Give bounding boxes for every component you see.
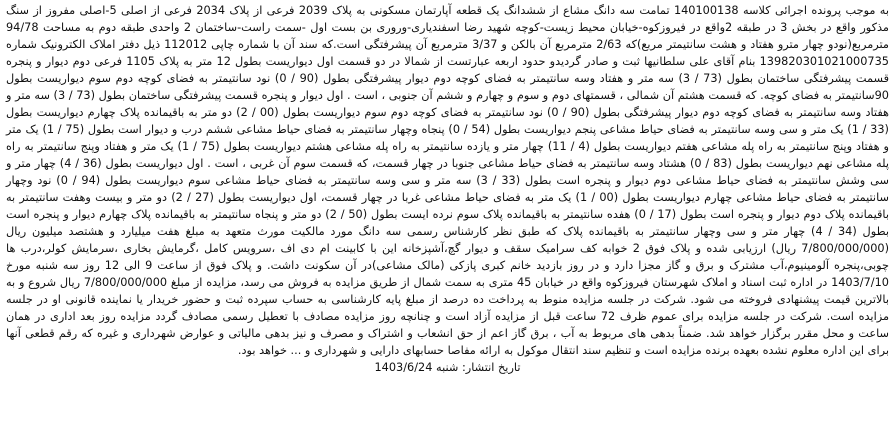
notice-body-text: به موجب پرونده اجرائی کلاسه 140100138 تمامت سه دانگ مشاع از ششدانگ یک قطعه آپارتمان مسکونی به پلاک 2039 فرعی از پلاک 2034 فرعی از اصلی 5-اصلی مفروز از سنگ مذکور واقع در بخش 3 در طبقه 2واقع در فیروزکوه-خیابان محیط زیست-کوچه شهید رضا اسفندیاری-وروری بن بست اول -سمت راست-ساختمان 2 واحدی طبقه دوم به مساحت 94/78 مترمربع(نودو چهار مترو هفتاد و هشت سانتیمتر مربع)که 2/63 مترمربع آن بالکن و 3/37 مترمربع آن پیشرفتگی است.که سند آن با شماره چاپی 112012 ذیل دفتر املاک الکترونیک شماره 139820301021000735 بنام آقای علی سلطانیها ثبت و صادر گردیدو حدود اربعه عبارتست از شمالا در دو قسمت اول دیواریست بطول 12 متر به پلاک 1105 فرعی دوم دیوار و پنجره قسمت پیشرفتگی ساختمان بطول (73 / 3) سه متر و هفتاد وسه سانتیمتر به فضای کوچه دوم دیوار پیشرفتگی بطول (90 / 0) نود سانتیمتر به فضای کوچه دوم سوم دیواریست بطول 90سانتیمتر به فضای کوچه. که قسمت هشتم آن شمالی ، قسمتهای دوم و سوم و چهارم و ششم آن جنوبی ، است . اول دیوار و پنجره قسمت پیشرفتگی ساختمان بطول (73 / 3) سه متر و هفتاد وسه سانتیمتر به فضای کوچه دوم دیوار پیشرفتگی بطول (90 / 0) نود سانتیمتر به فضای کوچه دوم سوم دیواریست بطول (00 / 2) دو متر به باقیمانده پلاک چهارم دیواریست بطول (33 / 1) یک متر و سی وسه سانتیمتر به فضای حیاط مشاعی پنجم دیواریست بطول (54 / 0) پنجاه وچهار سانتیمتر به فضای حیاط مشاعی ششم درب و دیوار است بطول (75 / 1) یک متر و هفتاد وپنج سانتیمتر به راه پله مشاعی هفتم دیواریست بطول (4 / 11) چهار متر و یازده سانتیمتر به راه پله مشاعی هشتم دیواریست بطول (75 / 1) یک متر و هفتاد وپنج سانتیمتر به راه پله مشاعی نهم دیواریست بطول (83 / 0) هشتاد وسه سانتیمتر به فضای حیاط مشاعی جنوبا در چهار قسمت، که قسمت سوم آن غربی ، است . اول دیواریست بطول (36 / 4) چهار متر و سی وشش سانتیمتر به فضای حیاط مشاعی دوم دیوار و پنجره است بطول (33 / 3) سه متر و سی وسه سانتیمتر به فضای حیاط مشاعی سوم دیواریست بطول (94 / 0) نود وچهار سانتیمتر به فضای حیاط مشاعی چهارم دیواریست بطول (00 / 1) یک متر به فضای حیاط مشاعی غربا در چهار قسمت، اول دیواریست بطول (27 / 2) دو متر و بیست وهفت سانتیمتر به باقیمانده پلاک دوم دیوار و پنجره است بطول (17 / 0) هفده سانتیمتر به باقیمانده پلاک سوم نرده ایست بطول (50 / 2) دو متر و پنجاه سانتیمتر به باقیمانده پلاک چهارم دیوار و پنجره است بطول (34 / 4) چهار متر و سی وچهار سانتیمتر به باقیمانده پلاک که طبق نظر کارشناس رسمی سه دانگ مورد مالکیت مورث متعهد به مبلغ هفت میلیارد و هشتصد میلیون ریال (7/800/000/000 ریال) ارزیابی شده و پلاک فوق 2 خوابه کف سرامیک سقف و دیوار گچ،آشپزخانه این با کابینت ام دی اف ،سرویس کامل ،گرمایش بخاری ،سرمایش کولر،درب ها چوبی،پنجره آلومینیوم،آب مشترک و برق و گاز مجزا دارد و در روز بازدید خانم کبری پازکی (مالک مشاعی)در آن سکونت داشت. و پلاک فوق از ساعت 9 الی 12 روز سه شنبه مورخ 1403/7/10 در اداره ثبت اسناد و املاک شهرستان فیروزکوه واقع در خیابان 45 متری به سمت شمال از طریق مزایده به فروش می رسد، مزایده از مبلغ 7/800/000/000 ریال شروع و به بالاترین قیمت پیشنهادی فروخته می شود. شرکت در جلسه مزایده منوط به پرداخت ده درصد از مبلغ پایه کارشناسی به حساب سپرده ثبت و حضور خریدار یا نماینده قانونی او در جلسه مزایده است. شرکت در جلسه مزایده برای عموم ظرف 72 ساعت قبل از مزایده آزاد است و چنانچه روز مزایده مصادف با تعطیل رسمی مصادف گردد مزایده روز بعد اداری در همان ساعت و محل مقرر برگزار خواهد شد. ضمناً بدهی های مربوط به آب ، برق گاز اعم از حق انشعاب و اشتراک و مصرف و نیز بدهی مالیاتی و عوارض شهرداری و غیره که رقم قطعی آنها برای این اداره معلوم نشده بعهده برنده مزایده است و تنظیم سند انتقال موکول به ارائه مفاصا حسابهای دارایی و شهرداری و ... خواهد بود. bbox=[6, 4, 890, 357]
publication-date: تاریخ انتشار: شنبه 1403/6/24 bbox=[374, 361, 521, 374]
